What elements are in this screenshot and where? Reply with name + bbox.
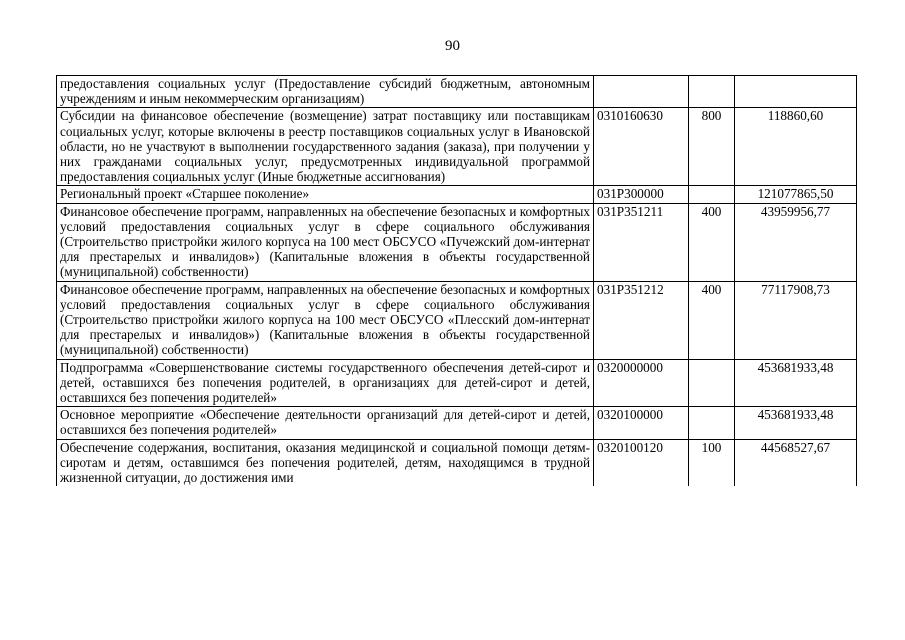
row-csr-cell: 0320100000 [594,407,689,439]
page-number: 90 [445,38,460,54]
row-sum-cell: 121077865,50 [735,186,857,203]
row-name-cell: предоставления социальных услуг (Предоставление субсидий бюджетным, автономным учреждениям и иным некоммерческим организациям) [57,76,594,108]
row-name-cell: Подпрограмма «Совершенствование системы государственного обеспечения детей-сирот и детей, оставшихся без попечения родителей, в организациях для детей-сирот и детей, оставшихся без попечения родителей» [57,359,594,407]
row-csr-cell: 031P351211 [594,203,689,281]
row-csr-cell: 031P300000 [594,186,689,203]
row-csr-cell: 031P351212 [594,281,689,359]
row-sum-cell: 43959956,77 [735,203,857,281]
row-name-cell: Основное мероприятие «Обеспечение деятельности организаций для детей-сирот и детей, оставшихся без попечения родителей» [57,407,594,439]
row-vr-cell: 400 [689,281,735,359]
row-sum-cell [735,76,857,108]
row-vr-cell: 100 [689,439,735,486]
row-sum-cell: 453681933,48 [735,359,857,407]
row-name-cell: Региональный проект «Старшее поколение» [57,186,594,203]
row-sum-cell: 77117908,73 [735,281,857,359]
row-csr-cell: 0310160630 [594,108,689,186]
row-vr-cell: 400 [689,203,735,281]
table-row [57,359,857,407]
budget-table [56,75,857,486]
row-name-cell: Обеспечение содержания, воспитания, оказания медицинской и социальной помощи детям-сиротам и детям, оставшимся без попечения родителей, детям, находящимся в трудной жизненной ситуации, до достижения ими [57,439,594,486]
table-row [57,203,857,281]
row-csr-cell: 0320100120 [594,439,689,486]
table-row [57,407,857,439]
row-vr-cell [689,186,735,203]
table-row [57,76,857,108]
row-vr-cell [689,76,735,108]
row-csr-cell: 0320000000 [594,359,689,407]
row-vr-cell: 800 [689,108,735,186]
row-name-cell: Финансовое обеспечение программ, направленных на обеспечение безопасных и комфортных условий предоставления социальных услуг в сфере социального обслуживания (Строительство пристройки жилого корпуса на 100 мест ОБСУСО «Плесский дом-интернат для престарелых и инвалидов») (Капитальные вложения в объекты государственной (муниципальной) собственности) [57,281,594,359]
row-name-cell: Субсидии на финансовое обеспечение (возмещение) затрат поставщику или поставщикам социальных услуг, которые включены в реестр поставщиков социальных услуг в Ивановской области, но не участвуют в выполнении государственного задания (заказа), при получении у них гражданами социальных услуг, предусмотренных индивидуальной программой предоставления социальных услуг (Иные бюджетные ассигнования) [57,108,594,186]
table-row [57,108,857,186]
table-row [57,186,857,203]
table-row [57,439,857,486]
table-row [57,281,857,359]
row-vr-cell [689,407,735,439]
row-sum-cell: 453681933,48 [735,407,857,439]
row-vr-cell [689,359,735,407]
row-sum-cell: 118860,60 [735,108,857,186]
row-csr-cell [594,76,689,108]
row-sum-cell: 44568527,67 [735,439,857,486]
row-name-cell: Финансовое обеспечение программ, направленных на обеспечение безопасных и комфортных условий предоставления социальных услуг в сфере социального обслуживания (Строительство пристройки жилого корпуса на 100 мест ОБСУСО «Пучежский дом-интернат для престарелых и инвалидов») (Капитальные вложения в объекты государственной (муниципальной) собственности) [57,203,594,281]
